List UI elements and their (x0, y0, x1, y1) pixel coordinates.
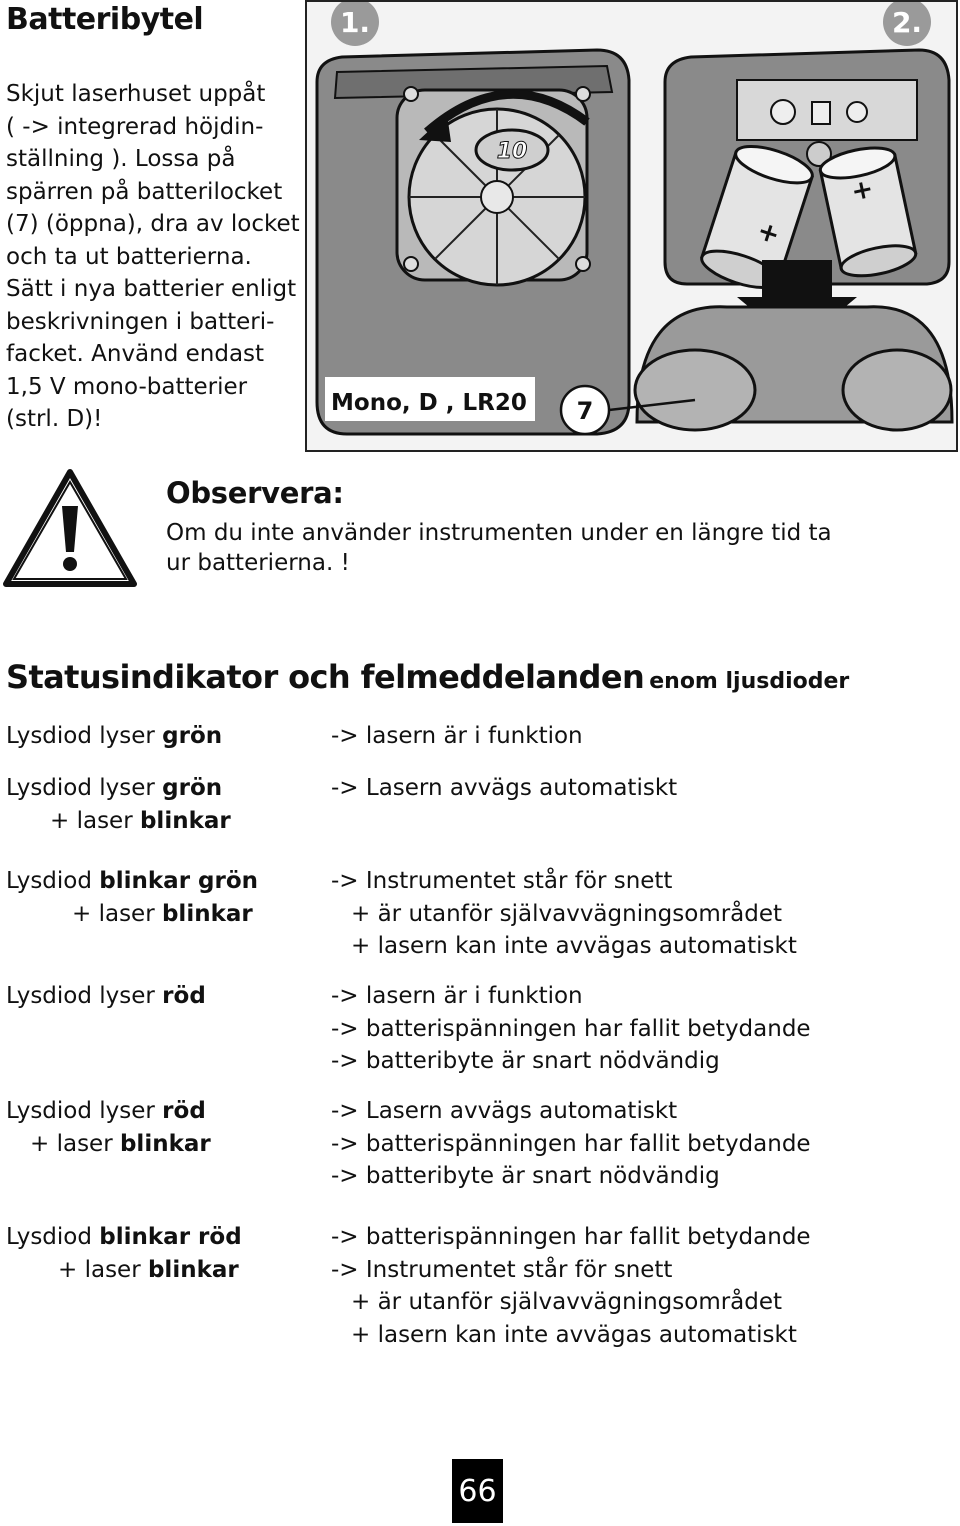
led-meaning-1: -> lasern är i funktion (331, 723, 583, 749)
warning-heading: Observera: (166, 476, 344, 510)
instruction-line: ( -> integrerad höjdin- (6, 113, 264, 140)
led-meaning-5: -> Lasern avvägs automatiskt -> batterispänningen har fallit betydande -> batteribyte är snart nödvändig (331, 1098, 811, 1189)
step-1-label: 1. (339, 6, 371, 39)
led-state-1: Lysdiod lyser grön (6, 723, 223, 749)
led-state-6: Lysdiod blinkar röd + laser blinkar (6, 1224, 242, 1283)
instruction-line: Skjut laserhuset uppåt (6, 81, 266, 107)
instruction-line: spärren på batterilocket (6, 178, 283, 205)
housing-cover-drawing (317, 2, 629, 434)
led-meaning-6: -> batterispänningen har fallit betydande -> Instrumentet står för snett + är utanför självavvägningsområdet + lasern kan inte avvägas automatiskt (331, 1224, 811, 1348)
led-state-3: Lysdiod blinkar grön + laser blinkar (6, 868, 259, 927)
led-meaning-2: -> Lasern avvägs automatiskt (331, 775, 678, 801)
warning-text-line: Om du inte använder instrumenten under en längre tid ta (166, 520, 832, 546)
warning-text-line: ur batterierna. ! (166, 550, 350, 576)
battery-insertion-drawing (635, 2, 952, 430)
coin-label: 10 (496, 139, 528, 164)
status-heading-sub: enom ljusdioder (649, 669, 850, 694)
instruction-line: Sätt i nya batterier enligt (6, 276, 297, 302)
instruction-line: och ta ut batterierna. (6, 243, 252, 270)
svg-text:+: + (753, 215, 784, 251)
warning-text (166, 518, 866, 578)
led-state-4: Lysdiod lyser röd (6, 983, 206, 1009)
battery-illustration-svg (307, 2, 956, 450)
instruction-line: ställning ). Lossa på (6, 146, 236, 172)
instruction-line: 1,5 V mono-batterier (6, 373, 248, 400)
instruction-line: (strl. D)! (6, 406, 103, 432)
page-number: 66 (452, 1459, 503, 1523)
battery-change-instructions (6, 78, 306, 436)
status-section-heading (6, 658, 849, 696)
status-heading-main: Statusindikator och felmeddelanden (6, 658, 645, 696)
led-meaning-4: -> lasern är i funktion -> batterispänningen har fallit betydande -> batteribyte är snart nödvändig (331, 983, 811, 1074)
battery-type-label: Mono, D , LR20 (331, 390, 527, 416)
battery-compartment-illustration (305, 0, 958, 452)
instruction-line: beskrivningen i batteri- (6, 308, 275, 335)
led-state-2: Lysdiod lyser grön + laser blinkar (6, 775, 231, 834)
step-2-label: 2. (891, 6, 923, 39)
led-state-5: Lysdiod lyser röd + laser blinkar (6, 1098, 211, 1157)
instruction-line: facket. Använd endast (6, 341, 265, 367)
callout-7-label: 7 (576, 397, 594, 425)
svg-text:+: + (848, 173, 877, 208)
battery-change-title: Batteribytel (6, 2, 204, 37)
led-meaning-3: -> Instrumentet står för snett + är utanför självavvägningsområdet + lasern kan inte avvägas automatiskt (331, 868, 797, 959)
instruction-line: (7) (öppna), dra av locket (6, 211, 300, 237)
warning-triangle-icon (2, 468, 138, 590)
